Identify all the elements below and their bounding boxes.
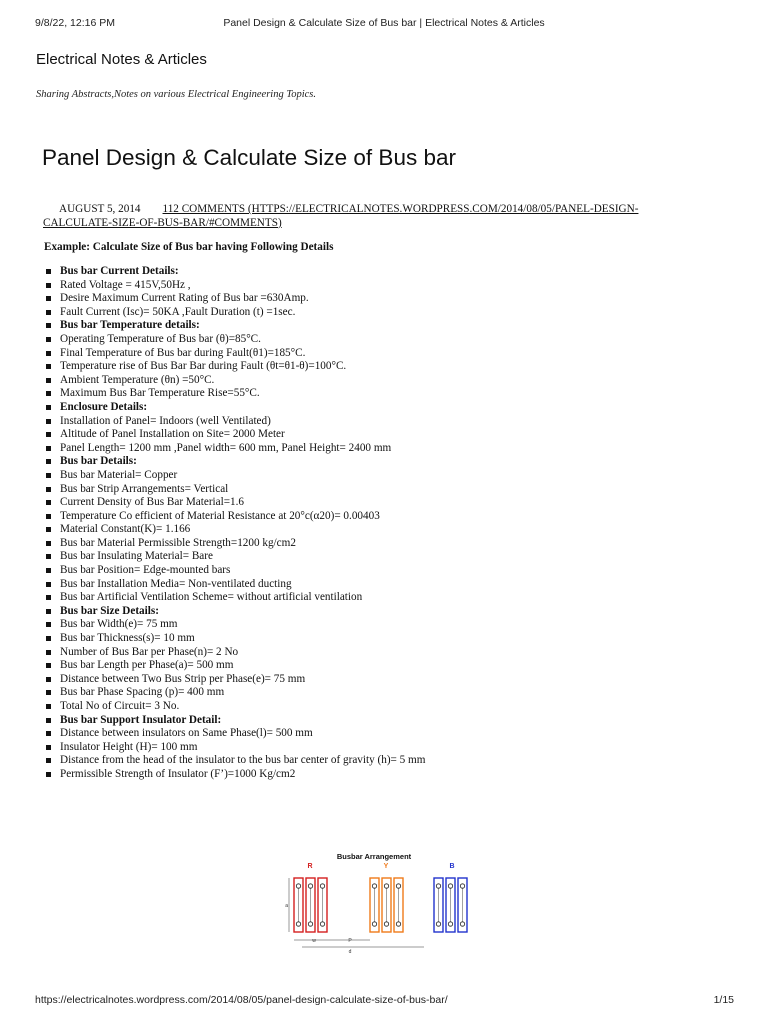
detail-text: Bus bar Material= Copper [60,468,178,481]
detail-item [44,415,425,429]
detail-item [44,360,425,374]
bolt-hole-icon [384,922,388,926]
detail-section-heading [44,714,425,728]
detail-text: Bus bar Support Insulator Detail: [60,713,222,726]
detail-text: Distance from the head of the insulator to the bus bar center of gravity (h)= 5 mm [60,754,426,767]
bullet-icon [46,690,51,695]
detail-text: Bus bar Insulating Material= Bare [60,550,213,563]
bullet-icon [46,419,51,424]
detail-text: Current Density of Bus Bar Material=1.6 [60,496,245,509]
bullet-icon [46,378,51,383]
example-heading: Example: Calculate Size of Bus bar having Following Details [44,241,334,253]
site-title[interactable]: Electrical Notes & Articles [36,51,207,68]
details-list [44,265,425,782]
detail-text: Bus bar Material Permissible Strength=1200 kg/cm2 [60,536,296,549]
print-footer [0,994,768,1008]
detail-text: Distance between Two Bus Strip per Phase(e)= 75 mm [60,672,306,685]
bullet-icon [46,351,51,356]
detail-item [44,700,425,714]
detail-text: Temperature Co efficient of Material Resistance at 20°c(α20)= 0.00403 [60,509,380,522]
bullet-icon [46,487,51,492]
bullet-icon [46,663,51,668]
detail-item [44,306,425,320]
bolt-hole-icon [396,884,400,888]
detail-item [44,646,425,660]
detail-text: Distance between insulators on Same Phase(l)= 500 mm [60,727,313,740]
bolt-hole-icon [384,884,388,888]
bullet-icon [46,446,51,451]
detail-item [44,578,425,592]
detail-text: Bus bar Installation Media= Non-ventilated ducting [60,577,292,590]
dimension-label-w: w [312,938,316,944]
detail-section-heading [44,605,425,619]
detail-text: Bus bar Size Details: [60,604,159,617]
detail-item [44,632,425,646]
detail-item [44,523,425,537]
detail-text: Bus bar Details: [60,455,137,468]
figure-title: Busbar Arrangement [336,852,412,861]
detail-text: Operating Temperature of Bus bar (θ)=85°C. [60,332,261,345]
bullet-icon [46,568,51,573]
detail-text: Rated Voltage = 415V,50Hz , [60,278,191,291]
detail-item [44,279,425,293]
detail-text: Ambient Temperature (θn) =50°C. [60,373,215,386]
print-url: https://electricalnotes.wordpress.com/2014/08/05/panel-design-calculate-size-of-bus-bar/ [35,994,448,1006]
detail-item [44,618,425,632]
bolt-hole-icon [320,884,324,888]
detail-text: Bus bar Phase Spacing (p)= 400 mm [60,686,225,699]
dimension-label-a: a [285,903,288,909]
detail-item [44,741,425,755]
bolt-hole-icon [448,884,452,888]
site-tagline: Sharing Abstracts,Notes on various Electrical Engineering Topics. [36,89,316,100]
bullet-icon [46,772,51,777]
bullet-icon [46,622,51,627]
bullet-icon [46,473,51,478]
detail-item [44,537,425,551]
bullet-icon [46,459,51,464]
bullet-icon [46,704,51,709]
bullet-icon [46,745,51,750]
detail-item [44,347,425,361]
detail-item [44,510,425,524]
detail-text: Insulator Height (H)= 100 mm [60,740,198,753]
detail-text: Fault Current (Isc)= 50KA ,Fault Duration (t) =1sec. [60,305,296,318]
detail-text: Number of Bus Bar per Phase(n)= 2 No [60,645,239,658]
bullet-icon [46,582,51,587]
detail-item [44,374,425,388]
bullet-icon [46,432,51,437]
detail-text: Bus bar Current Details: [60,265,179,277]
detail-text: Desire Maximum Current Rating of Bus bar =630Amp. [60,292,309,305]
bullet-icon [46,310,51,315]
detail-text: Total No of Circuit= 3 No. [60,700,180,712]
detail-text: Bus bar Temperature details: [60,319,200,332]
bullet-icon [46,527,51,532]
bullet-icon [46,758,51,763]
post-title: Panel Design & Calculate Size of Bus bar [42,145,456,170]
bullet-icon [46,636,51,641]
print-header [0,17,768,31]
detail-item [44,673,425,687]
bullet-icon [46,595,51,600]
detail-item [44,469,425,483]
bolt-hole-icon [396,922,400,926]
detail-item [44,333,425,347]
detail-text: Bus bar Width(e)= 75 mm [60,618,178,631]
detail-section-heading [44,265,425,279]
bolt-hole-icon [460,922,464,926]
detail-item [44,292,425,306]
dimension-label-d: d [348,949,352,955]
bullet-icon [46,677,51,682]
bolt-hole-icon [372,884,376,888]
detail-item [44,483,425,497]
detail-item [44,564,425,578]
detail-text: Bus bar Length per Phase(a)= 500 mm [60,659,234,672]
bullet-icon [46,337,51,342]
print-page-title: Panel Design & Calculate Size of Bus bar | Electrical Notes & Articles [223,17,545,29]
detail-text: Permissible Strength of Insulator (F’)=1000 Kg/cm2 [60,767,296,780]
detail-text: Temperature rise of Bus Bar Bar during Fault (θt=θ1-θ)=100°C. [60,360,347,373]
bullet-icon [46,283,51,288]
detail-item [44,754,425,768]
print-datetime: 9/8/22, 12:16 PM [35,17,115,29]
detail-item [44,387,425,401]
bolt-hole-icon [296,884,300,888]
detail-item [44,428,425,442]
detail-text: Final Temperature of Bus bar during Fault(θ1)=185°C. [60,346,306,359]
detail-section-heading [44,401,425,415]
bullet-icon [46,541,51,546]
bullet-icon [46,731,51,736]
bullet-icon [46,405,51,410]
detail-text: Material Constant(K)= 1.166 [60,523,191,536]
detail-section-heading [44,455,425,469]
bolt-hole-icon [460,884,464,888]
busbar-diagram [284,848,494,956]
bolt-hole-icon [308,922,312,926]
post-date: AUGUST 5, 2014 [59,203,141,215]
comments-link[interactable]: 112 COMMENTS (HTTPS://ELECTRICALNOTES.WORDPRESS.COM/2014/08/05/PANEL-DESIGN-CALCULATE-SIZE-OF-BUS-BAR/#COMMENTS) [43,203,639,229]
detail-text: Installation of Panel= Indoors (well Ventilated) [60,414,271,427]
detail-text: Bus bar Artificial Ventilation Scheme= without artificial ventilation [60,591,363,604]
phase-label-r: R [307,863,313,870]
detail-text: Panel Length= 1200 mm ,Panel width= 600 mm, Panel Height= 2400 mm [60,441,392,454]
bullet-icon [46,718,51,723]
bolt-hole-icon [436,884,440,888]
detail-item [44,591,425,605]
detail-text: Altitude of Panel Installation on Site= 2000 Meter [60,428,285,441]
detail-item [44,496,425,510]
bullet-icon [46,391,51,396]
bullet-icon [46,296,51,301]
detail-item [44,550,425,564]
bolt-hole-icon [296,922,300,926]
print-page-number: 1/15 [713,994,734,1006]
detail-item [44,768,425,782]
detail-text: Maximum Bus Bar Temperature Rise=55°C. [60,387,260,400]
bolt-hole-icon [436,922,440,926]
detail-item [44,659,425,673]
bullet-icon [46,323,51,328]
detail-text: Bus bar Position= Edge-mounted bars [60,564,231,577]
bolt-hole-icon [372,922,376,926]
detail-section-heading [44,319,425,333]
bullet-icon [46,514,51,519]
bolt-hole-icon [320,922,324,926]
detail-item [44,442,425,456]
phase-label-y: Y [383,863,389,870]
bolt-hole-icon [308,884,312,888]
bullet-icon [46,650,51,655]
dimension-label-p: P [348,938,352,944]
bolt-hole-icon [448,922,452,926]
detail-item [44,727,425,741]
bullet-icon [46,609,51,614]
bullet-icon [46,269,51,274]
bullet-icon [46,554,51,559]
detail-item [44,686,425,700]
busbar-arrangement-figure [284,848,494,956]
bullet-icon [46,364,51,369]
phase-label-b: B [449,863,455,870]
detail-text: Bus bar Strip Arrangements= Vertical [60,482,229,495]
detail-text: Enclosure Details: [60,400,148,413]
bullet-icon [46,500,51,505]
post-meta [43,203,693,230]
detail-text: Bus bar Thickness(s)= 10 mm [60,632,195,645]
